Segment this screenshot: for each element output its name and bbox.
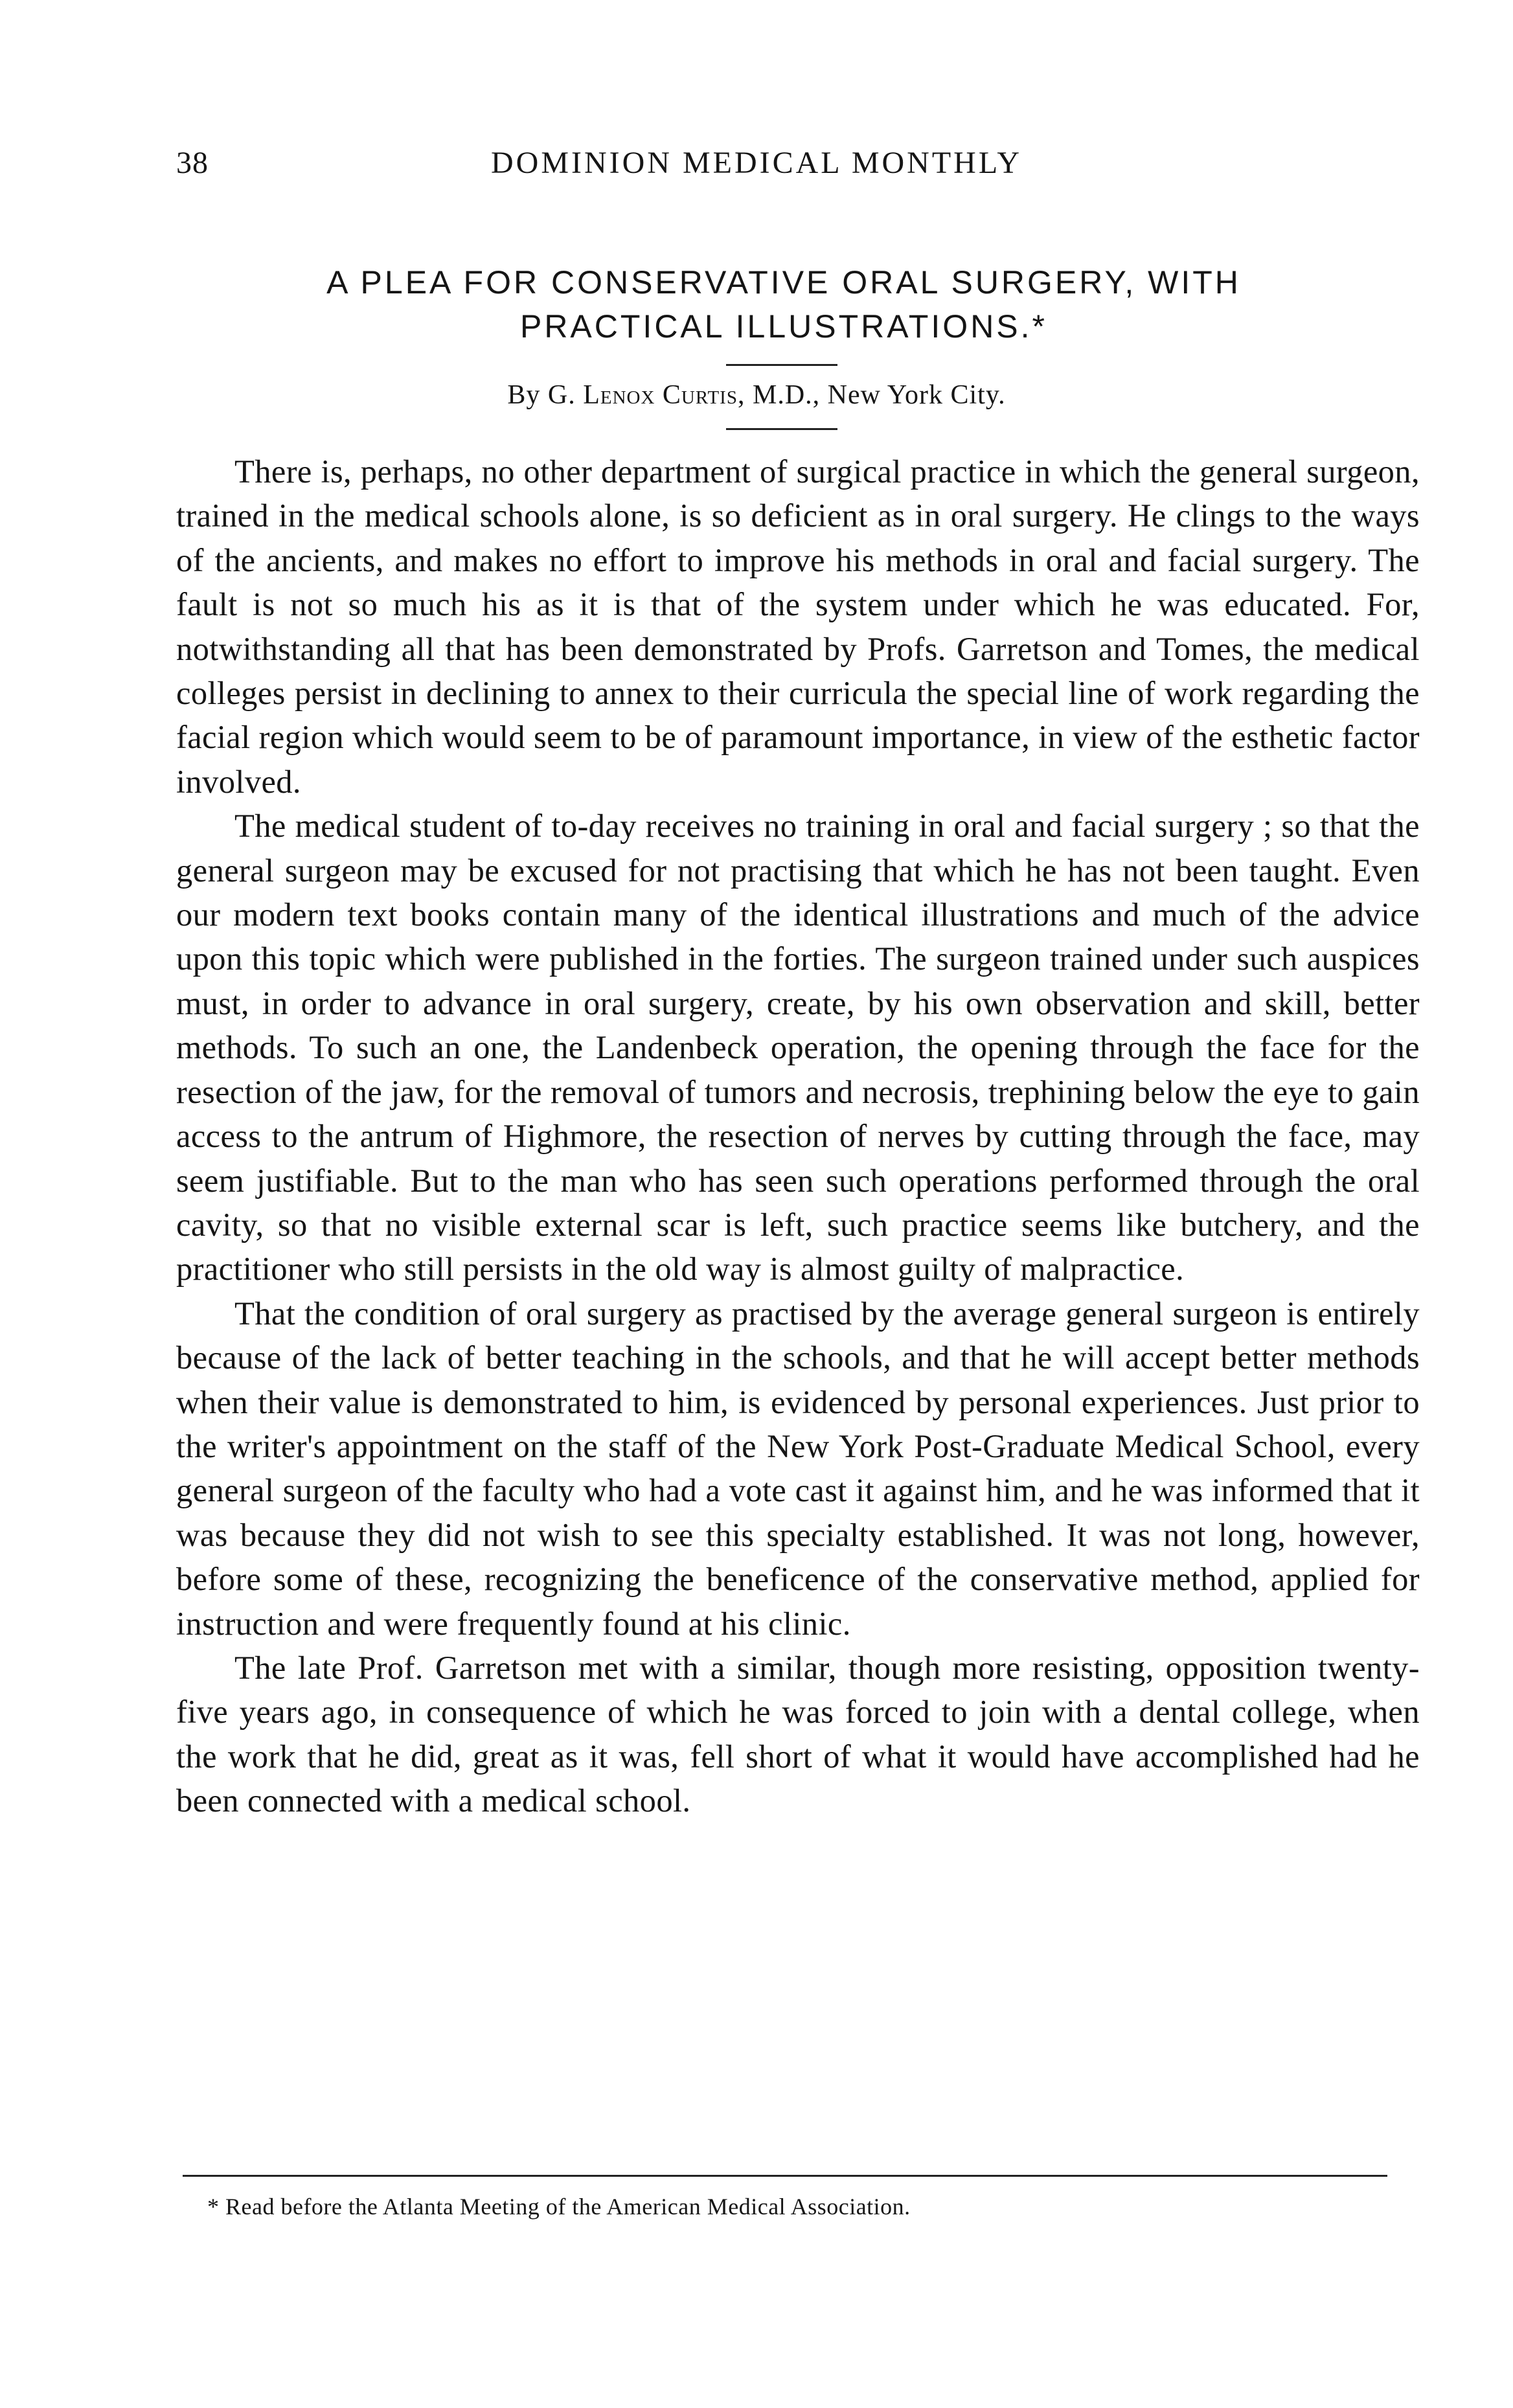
paragraph-1: There is, perhaps, no other department of surgical practice in which the general surgeon, trained in the medical schools alone, is so deficient as in oral surgery. He clings to the ways of the ancients, and makes no effort to improve his methods in oral and facial surgery. The fault is not so much his as it is that of the system under which he was educated. For, notwithstanding all that has been demonstrated by Profs. Garretson and Tomes, the medical colleges persist in declining to annex to their curricula the special line of work regarding the facial region which would seem to be of paramount importance, in view of the esthetic factor involved. xyxy=(176,453,1420,800)
paragraph-3: That the condition of oral surgery as practised by the average general surgeon is entirely because of the lack of better teaching in the schools, and that he will accept better methods when their value is demonstrated to him, is evidenced by personal experiences. Just prior to the writer's appointment on the staff of the New York Post-Graduate Medical School, every general surgeon of the faculty who had a vote cast it against him, and he was informed that it was because they did not wish to see this specialty established. It was not long, however, before some of these, recognizing the beneficence of the conservative method, applied for instruction and were frequently found at his clinic. xyxy=(176,1295,1420,1642)
footnote: * Read before the Atlanta Meeting of the American Medical Association. xyxy=(207,2194,911,2220)
byline xyxy=(0,380,1513,411)
paragraph-4: The late Prof. Garretson met with a similar, though more resisting, opposition twenty-five years ago, in consequence of which he was forced to join with a dental college, when the work that he did, great as it was, fell short of what it would have accomplished had he been connected with a medical school. xyxy=(176,1649,1420,1819)
paragraph-2: The medical student of to-day receives no training in oral and facial surgery ; so that the general surgeon may be excused for not practising that which he has not been taught. Even our modern text books contain many of the identical illustrations and much of the advice upon this topic which were published in the forties. The surgeon trained under such auspices must, in order to advance in oral surgery, create, by his own observation and skill, better methods. To such an one, the Landenbeck operation, the opening through the face for the resection of the jaw, for the removal of tumors and necrosis, trephining below the eye to gain access to the antrum of Highmore, the resection of nerves by cutting through the face, may seem justifiable. But to the man who has seen such operations performed through the oral cavity, so that no visible external scar is left, such practice seems like butchery, and the practitioner who still persists in the old way is almost guilty of malpractice. xyxy=(176,808,1420,1288)
byline-rule-bottom xyxy=(726,428,837,430)
byline-prefix: By G. xyxy=(507,380,584,410)
article-body xyxy=(176,449,1420,1823)
byline-rule-top xyxy=(726,364,837,366)
byline-suffix: M.D., New York City. xyxy=(745,380,1006,410)
page-number: 38 xyxy=(176,146,209,180)
article-title-line-1: A PLEA FOR CONSERVATIVE ORAL SURGERY, WITH xyxy=(326,264,1241,301)
article-title xyxy=(214,260,1354,348)
article-title-line-2: PRACTICAL ILLUSTRATIONS.* xyxy=(519,308,1048,345)
author-name: Lenox Curtis, xyxy=(583,380,745,410)
running-head: DOMINION MEDICAL MONTHLY xyxy=(490,146,1022,180)
footnote-divider xyxy=(183,2175,1387,2177)
